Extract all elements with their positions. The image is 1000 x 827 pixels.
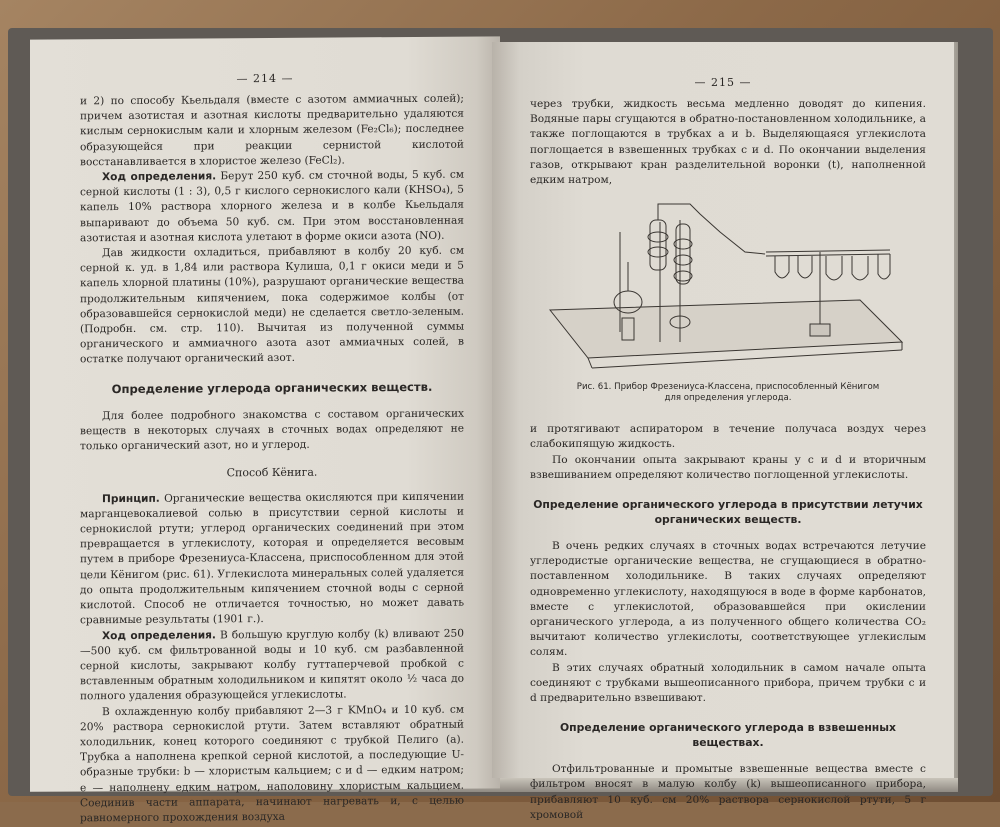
paragraph: Для более подробного знакомства с составом органических веществ в некоторых случаях в сточных водах определяют не только органический азот, но и углерод.: [80, 407, 464, 453]
page-number: — 214 —: [236, 71, 294, 86]
caption-line: для определения углерода.: [664, 393, 792, 404]
figure-caption: [530, 382, 926, 404]
paragraph: Отфильтрованные и промытые взвешенные вещества вместе с фильтром вносят в малую колбу (k) вышеописанного прибора, прибавляют 10 куб. см 20% раствора сернокислой ртути, 5 г хромовой: [530, 763, 926, 821]
right-page-text: [492, 97, 954, 823]
run-in-heading: Ход определения.: [102, 170, 217, 184]
paragraph: и протягивают аспиратором в течение получаса воздух через слабокипящую жидкость.: [530, 423, 926, 451]
paragraph: В очень редких случаях в сточных водах встречаются летучие углеродистые органические вещества, не сгущающиеся в обратно-поставленном холодильнике. В таких случаях определяют одновременно углекислоту, находящуюся в воде в форме карбонатов, вместе с углекислотой, образовавшейся при окислении органического углерода, а из полученного общего количества CO₂ вычитают количество углекислоты, соответствующее углекислым солям.: [530, 540, 926, 659]
paragraph: В охлажденную колбу прибавляют 2—3 г KMnO₄ и 10 куб. см 20% раствора сернокислой ртути. Затем вставляют обратный холодильник, конец которого соединяют с трубкой Пелиго (a). Трубка a наполнена крепкой серной кислотой, а последующие U-образные трубки: b — хлористым кальцием; c и d — едким натром; e — наполнену едким натром, наполовину хлористым кальцием. Соединив части аппарата, начинают нагревать и, с целью равномерного прохождения воздуха: [80, 703, 464, 825]
left-page: [30, 36, 500, 825]
paragraph-body: В большую круглую колбу (k) вливают 250—500 куб. см фильтрованной воды и 10 куб. см разбавленной серной кислоты, закрывают колбу гуттаперчевой пробкой с вставленным обратным холодильником и кипятят около ½ часа до полного удаления образующейся углекислоты.: [80, 627, 465, 703]
paragraph: [80, 489, 464, 629]
paragraph: [80, 168, 464, 247]
apparatus-illustration: [530, 192, 926, 382]
paragraph: В этих случаях обратный холодильник в самом начале опыта соединяют с трубками вышеописанного прибора, причем трубки c и d предварительно взвешивают.: [530, 661, 926, 705]
left-page-text: [30, 91, 500, 826]
paragraph: Дав жидкости охладиться, прибавляют в колбу 20 куб. см серной к. уд. в 1,84 или раствора Кулиша, 0,1 г окиси меди и 5 капель хлорной платины (10%), разрушают органические вещества продолжительным кипячением, пока содержимое колбы (от образовавшейся сернокислой меди) не сделается светло-зеленым. (Подробн. см. стр. 110). Вычитая из полученной суммы органического и аммиачного азота азот аммиачных солей, в остатке получают органический азот.: [80, 244, 464, 366]
paragraph: По окончании опыта закрывают краны y c и d и вторичным взвешиванием определяют количество поглощенной углекислоты.: [530, 453, 926, 481]
paragraph-body: Органические вещества окисляются при кипячении марганцевокалиевой солью в присутствии серной кислоты и сернокислой ртути; углерод органических соединений при этом превращается в углекислоту, которая и определяется весовым путем в приборе Фрезениуса-Классена, приспособленном для этой цели Кёнигом (рис. 61). Углекислота минеральных солей удаляется до опыта продолжительным кипячением сточной воды с серной кислотой. Способ не отличается точностью, но может давать сравнимые результаты (1901 г.).: [80, 490, 464, 627]
paragraph-body: Берут 250 куб. см сточной воды, 5 куб. см серной кислоты (1 : 3), 0,5 г кислого сернокислого кали (KHSO₄), 5 капель 10% раствора хлорного железа и в колбе Кьельдаля выпаривают до объема 50 куб. см. При этом восстановленная азотистая и азотная кислота улетают в форме окиси азота (NO).: [80, 168, 464, 245]
page-number: — 215 —: [694, 76, 752, 89]
run-in-heading: Принцип.: [102, 492, 160, 505]
subsection-heading: Способ Кёнига.: [226, 466, 318, 480]
caption-line: Рис. 61. Прибор Фрезениуса-Классена, приспособленный Кёнигом: [576, 382, 880, 393]
right-page: [492, 42, 954, 821]
apparatus-figure: [530, 192, 926, 382]
paragraph: и 2) по способу Кьельдаля (вместе с азотом аммиачных солей); причем азотистая и азотная кислоты предварительно удаляются кислым сернокислым кали и хлорным железом (Fe₂Cl₆); последнее образующейся при реакции сернистой кислотой восстанавливается в хлористое железо (FeCl₂).: [80, 92, 464, 169]
section-heading: Определение органического углерода в взвешенных веществах.: [560, 721, 896, 750]
paragraph: [80, 626, 464, 705]
run-in-heading: Ход определения.: [102, 628, 216, 642]
section-heading: Определение углерода органических веществ.: [111, 379, 433, 396]
section-heading: Определение органического углерода в присутствии летучих органических веществ.: [533, 498, 923, 527]
paragraph: через трубки, жидкость весьма медленно доводят до кипения. Водяные пары сгущаются в обратно-постановленном холодильнике, а также поглощаются в трубках a и b. Выделяющаяся углекислота поглощается в взвешенных трубках c и d. По окончании выделения газов, открывают кран разделительной воронки (t), наполненной едким натром,: [530, 98, 926, 187]
